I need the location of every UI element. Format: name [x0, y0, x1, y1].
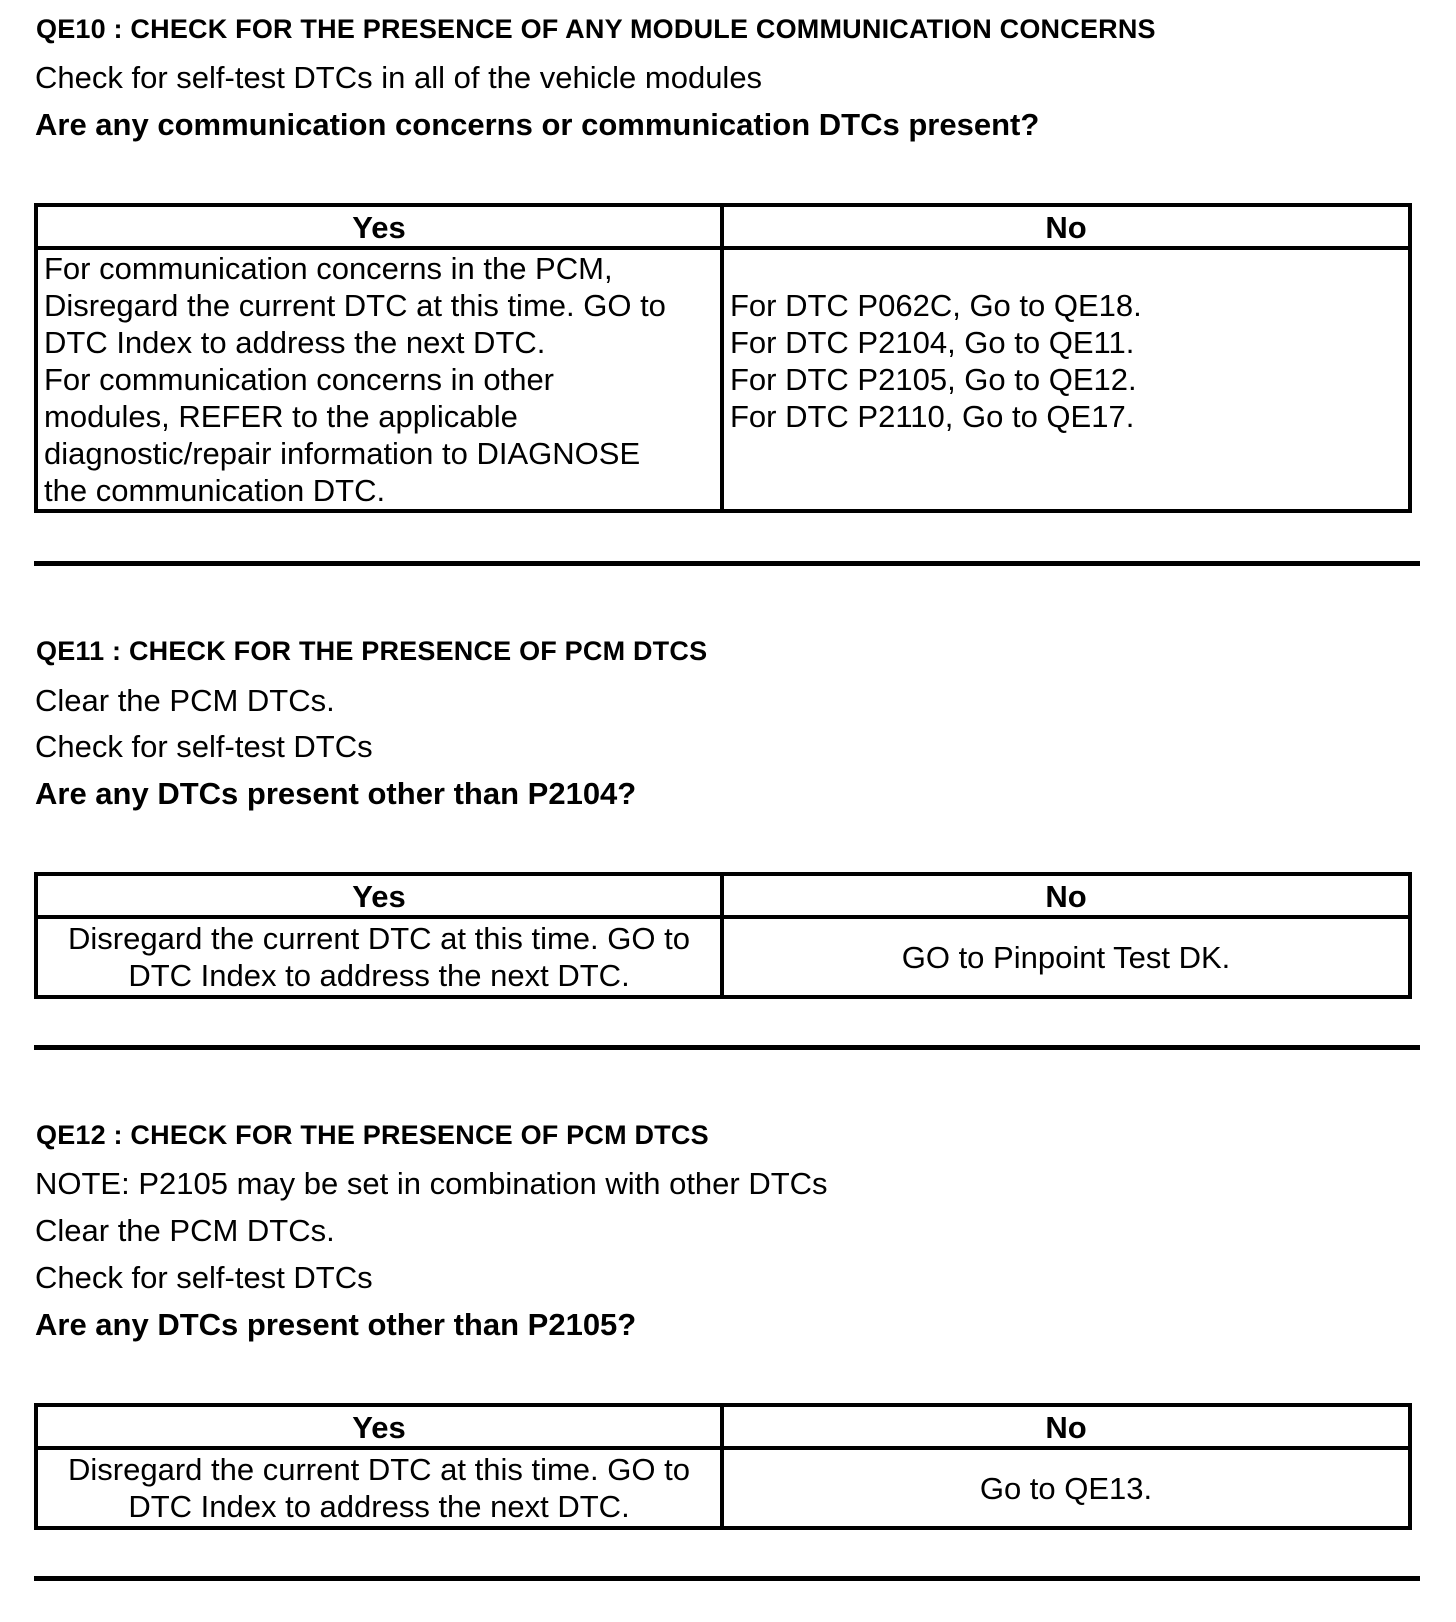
qe10-answer-table [34, 203, 1412, 513]
qe12-yes-header: Yes [36, 1405, 722, 1448]
qe10-instruction: Check for self-test DTCs in all of the vehicle modules [35, 60, 763, 95]
qe12-yes-line: Disregard the current DTC at this time. GO to [68, 1452, 690, 1487]
qe10-no-line: For DTC P2105, Go to QE12. [730, 361, 1137, 397]
qe10-no-header: No [722, 205, 1410, 248]
qe11-instruction-clear: Clear the PCM DTCs. [35, 683, 335, 718]
qe10-yes-line: the communication DTC. [44, 473, 386, 508]
qe10-heading: QE10 : CHECK FOR THE PRESENCE OF ANY MODULE COMMUNICATION CONCERNS [36, 14, 1156, 44]
qe10-no-line: For DTC P062C, Go to QE18. [730, 287, 1142, 323]
qe10-yes-line: For communication concerns in other [44, 362, 555, 397]
section-divider [34, 561, 1420, 566]
qe12-no-header: No [722, 1405, 1410, 1448]
qe10-no-line: For DTC P2104, Go to QE11. [730, 324, 1135, 360]
qe12-yes-cell [36, 1448, 722, 1528]
qe11-answer-table [34, 872, 1412, 999]
section-divider [34, 1045, 1420, 1050]
qe12-answer-table [34, 1403, 1412, 1530]
qe11-question: Are any DTCs present other than P2104? [35, 776, 637, 811]
qe12-note: NOTE: P2105 may be set in combination with other DTCs [35, 1166, 828, 1201]
qe10-yes-line: diagnostic/repair information to DIAGNOSE [44, 436, 641, 471]
qe11-no-cell: GO to Pinpoint Test DK. [722, 917, 1410, 997]
qe10-yes-header: Yes [36, 205, 722, 248]
qe12-instruction-clear: Clear the PCM DTCs. [35, 1213, 335, 1248]
qe11-instruction-check: Check for self-test DTCs [35, 729, 373, 764]
qe10-no-cell [722, 248, 1410, 511]
qe10-yes-line: Disregard the current DTC at this time. GO to [44, 288, 666, 323]
qe12-no-cell: Go to QE13. [722, 1448, 1410, 1528]
qe10-yes-cell [36, 248, 722, 511]
qe10-yes-line: DTC Index to address the next DTC. [44, 325, 546, 360]
qe10-question: Are any communication concerns or communication DTCs present? [35, 107, 1040, 142]
qe10-yes-line: For communication concerns in the PCM, [44, 251, 613, 286]
qe10-no-line: For DTC P2110, Go to QE17. [730, 398, 1135, 434]
section-divider [34, 1576, 1420, 1581]
qe10-yes-line: modules, REFER to the applicable [44, 399, 518, 434]
qe12-instruction-check: Check for self-test DTCs [35, 1260, 373, 1295]
qe11-yes-line: Disregard the current DTC at this time. GO to [68, 921, 690, 956]
qe12-question: Are any DTCs present other than P2105? [35, 1307, 637, 1342]
qe11-yes-header: Yes [36, 874, 722, 917]
qe12-yes-line: DTC Index to address the next DTC. [128, 1489, 630, 1524]
qe11-yes-line: DTC Index to address the next DTC. [128, 958, 630, 993]
qe11-heading: QE11 : CHECK FOR THE PRESENCE OF PCM DTCS [36, 636, 708, 666]
qe12-heading: QE12 : CHECK FOR THE PRESENCE OF PCM DTCS [36, 1120, 709, 1150]
qe11-no-header: No [722, 874, 1410, 917]
qe11-yes-cell [36, 917, 722, 997]
